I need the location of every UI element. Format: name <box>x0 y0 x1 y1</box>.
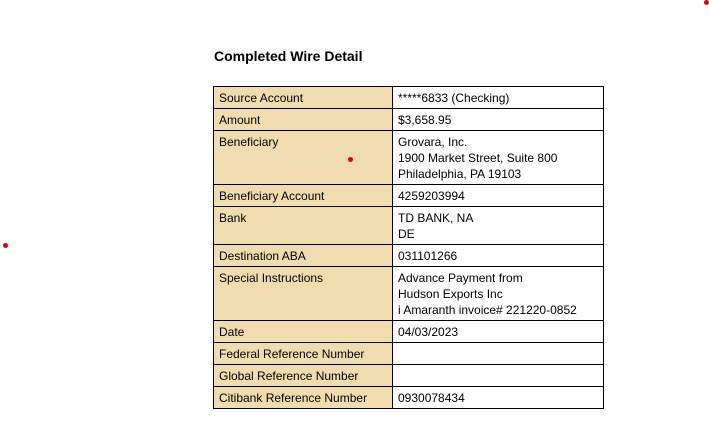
row-value-destination-aba <box>393 245 604 267</box>
value-line: $3,658.95 <box>398 113 452 127</box>
value-line: 1900 Market Street, Suite 800 <box>398 151 558 165</box>
table-row <box>214 109 604 131</box>
row-value-source-account <box>393 87 604 109</box>
page-title: Completed Wire Detail <box>214 48 363 64</box>
value-line: 0930078434 <box>398 391 465 405</box>
row-label-global-reference-number: Global Reference Number <box>214 365 393 387</box>
row-label-beneficiary-account: Beneficiary Account <box>214 185 393 207</box>
red-marker-dot <box>3 243 8 248</box>
table-row <box>214 343 604 365</box>
value-line: Advance Payment from <box>398 271 523 285</box>
row-label-destination-aba: Destination ABA <box>214 245 393 267</box>
row-label-citibank-reference-number: Citibank Reference Number <box>214 387 393 409</box>
table-row <box>214 245 604 267</box>
row-value-bank <box>393 207 604 245</box>
wire-detail-table <box>213 86 604 409</box>
table-row <box>214 321 604 343</box>
value-line: Grovara, Inc. <box>398 135 468 149</box>
value-line: *****6833 (Checking) <box>398 91 510 105</box>
row-label-special-instructions: Special Instructions <box>214 267 393 321</box>
row-label-date: Date <box>214 321 393 343</box>
table-row <box>214 131 604 185</box>
table-row <box>214 87 604 109</box>
row-value-amount <box>393 109 604 131</box>
table-row <box>214 207 604 245</box>
value-line: TD BANK, NA <box>398 211 474 225</box>
row-label-bank: Bank <box>214 207 393 245</box>
value-line: i Amaranth invoice# 221220-0852 <box>398 303 577 317</box>
row-label-source-account: Source Account <box>214 87 393 109</box>
row-value-special-instructions <box>393 267 604 321</box>
table-row <box>214 365 604 387</box>
row-label-beneficiary: Beneficiary <box>214 131 393 185</box>
value-line: Philadelphia, PA 19103 <box>398 167 522 181</box>
red-marker-dot <box>348 157 353 162</box>
value-line: Hudson Exports Inc <box>398 287 503 301</box>
row-value-federal-reference-number <box>393 343 604 365</box>
value-line: 031101266 <box>398 249 458 263</box>
row-label-amount: Amount <box>214 109 393 131</box>
row-value-beneficiary-account <box>393 185 604 207</box>
value-line: 04/03/2023 <box>398 325 459 339</box>
row-label-federal-reference-number: Federal Reference Number <box>214 343 393 365</box>
value-line: 4259203994 <box>398 189 465 203</box>
table-row <box>214 387 604 409</box>
row-value-date <box>393 321 604 343</box>
row-value-beneficiary <box>393 131 604 185</box>
table-row <box>214 267 604 321</box>
value-line: DE <box>398 227 415 241</box>
table-row <box>214 185 604 207</box>
row-value-global-reference-number <box>393 365 604 387</box>
red-marker-dot <box>704 0 709 5</box>
row-value-citibank-reference-number <box>393 387 604 409</box>
